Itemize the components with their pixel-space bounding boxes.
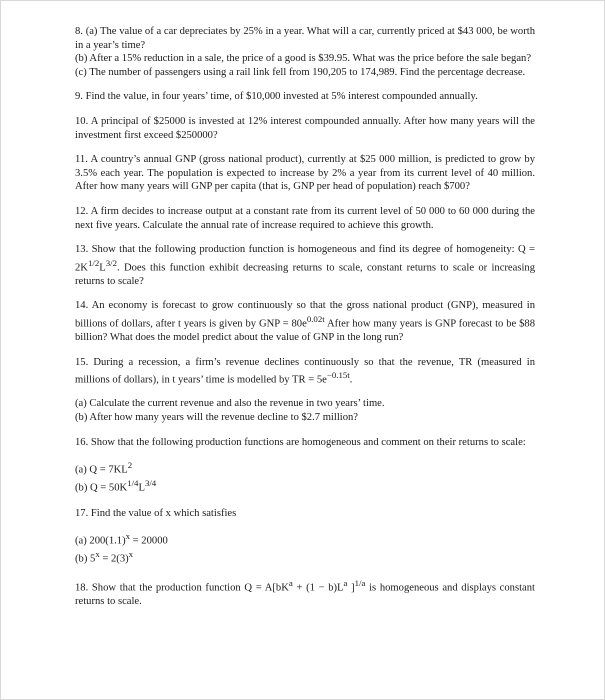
question-11 xyxy=(75,153,535,194)
question-18-text: 18. Show that the production function $Q = A[bK^a + (1 - b)L^a$ ]$^{1/a}$ is homogeneous and displays constant returns to scale. xyxy=(75,578,535,608)
question-13-text: 13. Show that the following production function is homogeneous and find its degree of homogeneity: $Q = 2K^{1/2}L^{3/2}$. Does this function exhibit decreasing returns to scale, constant returns to scale or increasing returns to scale? xyxy=(75,244,535,287)
question-14-text: 14. An economy is forecast to grow continuously so that the gross national product (GNP), measured in billions of dollars, after t years is given by GNP = $80e^{0.02t}$ After how many years is GNP forecast to be $88 billion? What does the model predict about the value of GNP in the long run? xyxy=(75,300,535,344)
question-16a: (a) $Q = 7KL^2$ xyxy=(75,460,133,476)
question-16-text: 16. Show that the following production functions are homogeneous and comment on their returns to scale: xyxy=(75,436,526,448)
question-15b: (b) After how many years will the revenue decline to $2.7 million? xyxy=(75,412,359,424)
question-15a: (a) Calculate the current revenue and also the revenue in two years’ time. xyxy=(75,398,385,410)
question-list xyxy=(75,25,535,620)
question-16 xyxy=(75,436,535,496)
question-10-text: 10. A principal of $25000 is invested at 12% interest compounded annually. After how many years will the investment first exceed $250000? xyxy=(75,115,535,141)
question-9-text: 9. Find the value, in four years’ time, of $10,000 invested at 5% interest compounded annually. xyxy=(75,91,478,103)
question-8c: (c) The number of passengers using a rail link fell from 190,205 to 174,989. Find the percentage decrease. xyxy=(75,66,526,78)
question-12-text: 12. A firm decides to increase output at a constant rate from its current level of 50 000 to 60 000 during the next five years. Calculate the annual rate of increase required to achieve this growth. xyxy=(75,205,535,231)
question-16b: (b) $Q = 50K^{1/4}L^{3/4}$ xyxy=(75,478,157,494)
question-10 xyxy=(75,115,535,142)
question-14 xyxy=(75,299,535,344)
question-12 xyxy=(75,205,535,232)
question-9 xyxy=(75,90,535,104)
question-15 xyxy=(75,356,535,425)
question-13 xyxy=(75,243,535,288)
question-17-text: 17. Find the value of x which satisfies xyxy=(75,507,237,519)
question-15-text: 15. During a recession, a firm’s revenue declines continuously so that the revenue, TR (measured in millions of dollars), in t years’ time is modelled by TR = $5e^{-0.15t}$. xyxy=(75,356,535,386)
question-8b: (b) After a 15% reduction in a sale, the price of a good is $39.95. What was the price before the sale began? xyxy=(75,53,532,65)
question-17 xyxy=(75,507,535,567)
question-17b: (b) $5^x = 2(3)^x$ xyxy=(75,549,134,565)
question-11-text: 11. A country’s annual GNP (gross national product), currently at $25 000 million, is predicted to grow by 3.5% each year. The population is expected to increase by 2% a year from its current level of 40 million. After how many years will GNP per capita (that is, GNP per head of population) reach $700? xyxy=(75,154,535,193)
question-8a: 8. (a) The value of a car depreciates by 25% in a year. What will a car, currently priced at $43 000, be worth in a year’s time? xyxy=(75,26,535,51)
question-8 xyxy=(75,25,535,79)
question-17a: (a) $200(1.1)^x = 20000$ xyxy=(75,531,168,547)
question-18 xyxy=(75,577,535,609)
